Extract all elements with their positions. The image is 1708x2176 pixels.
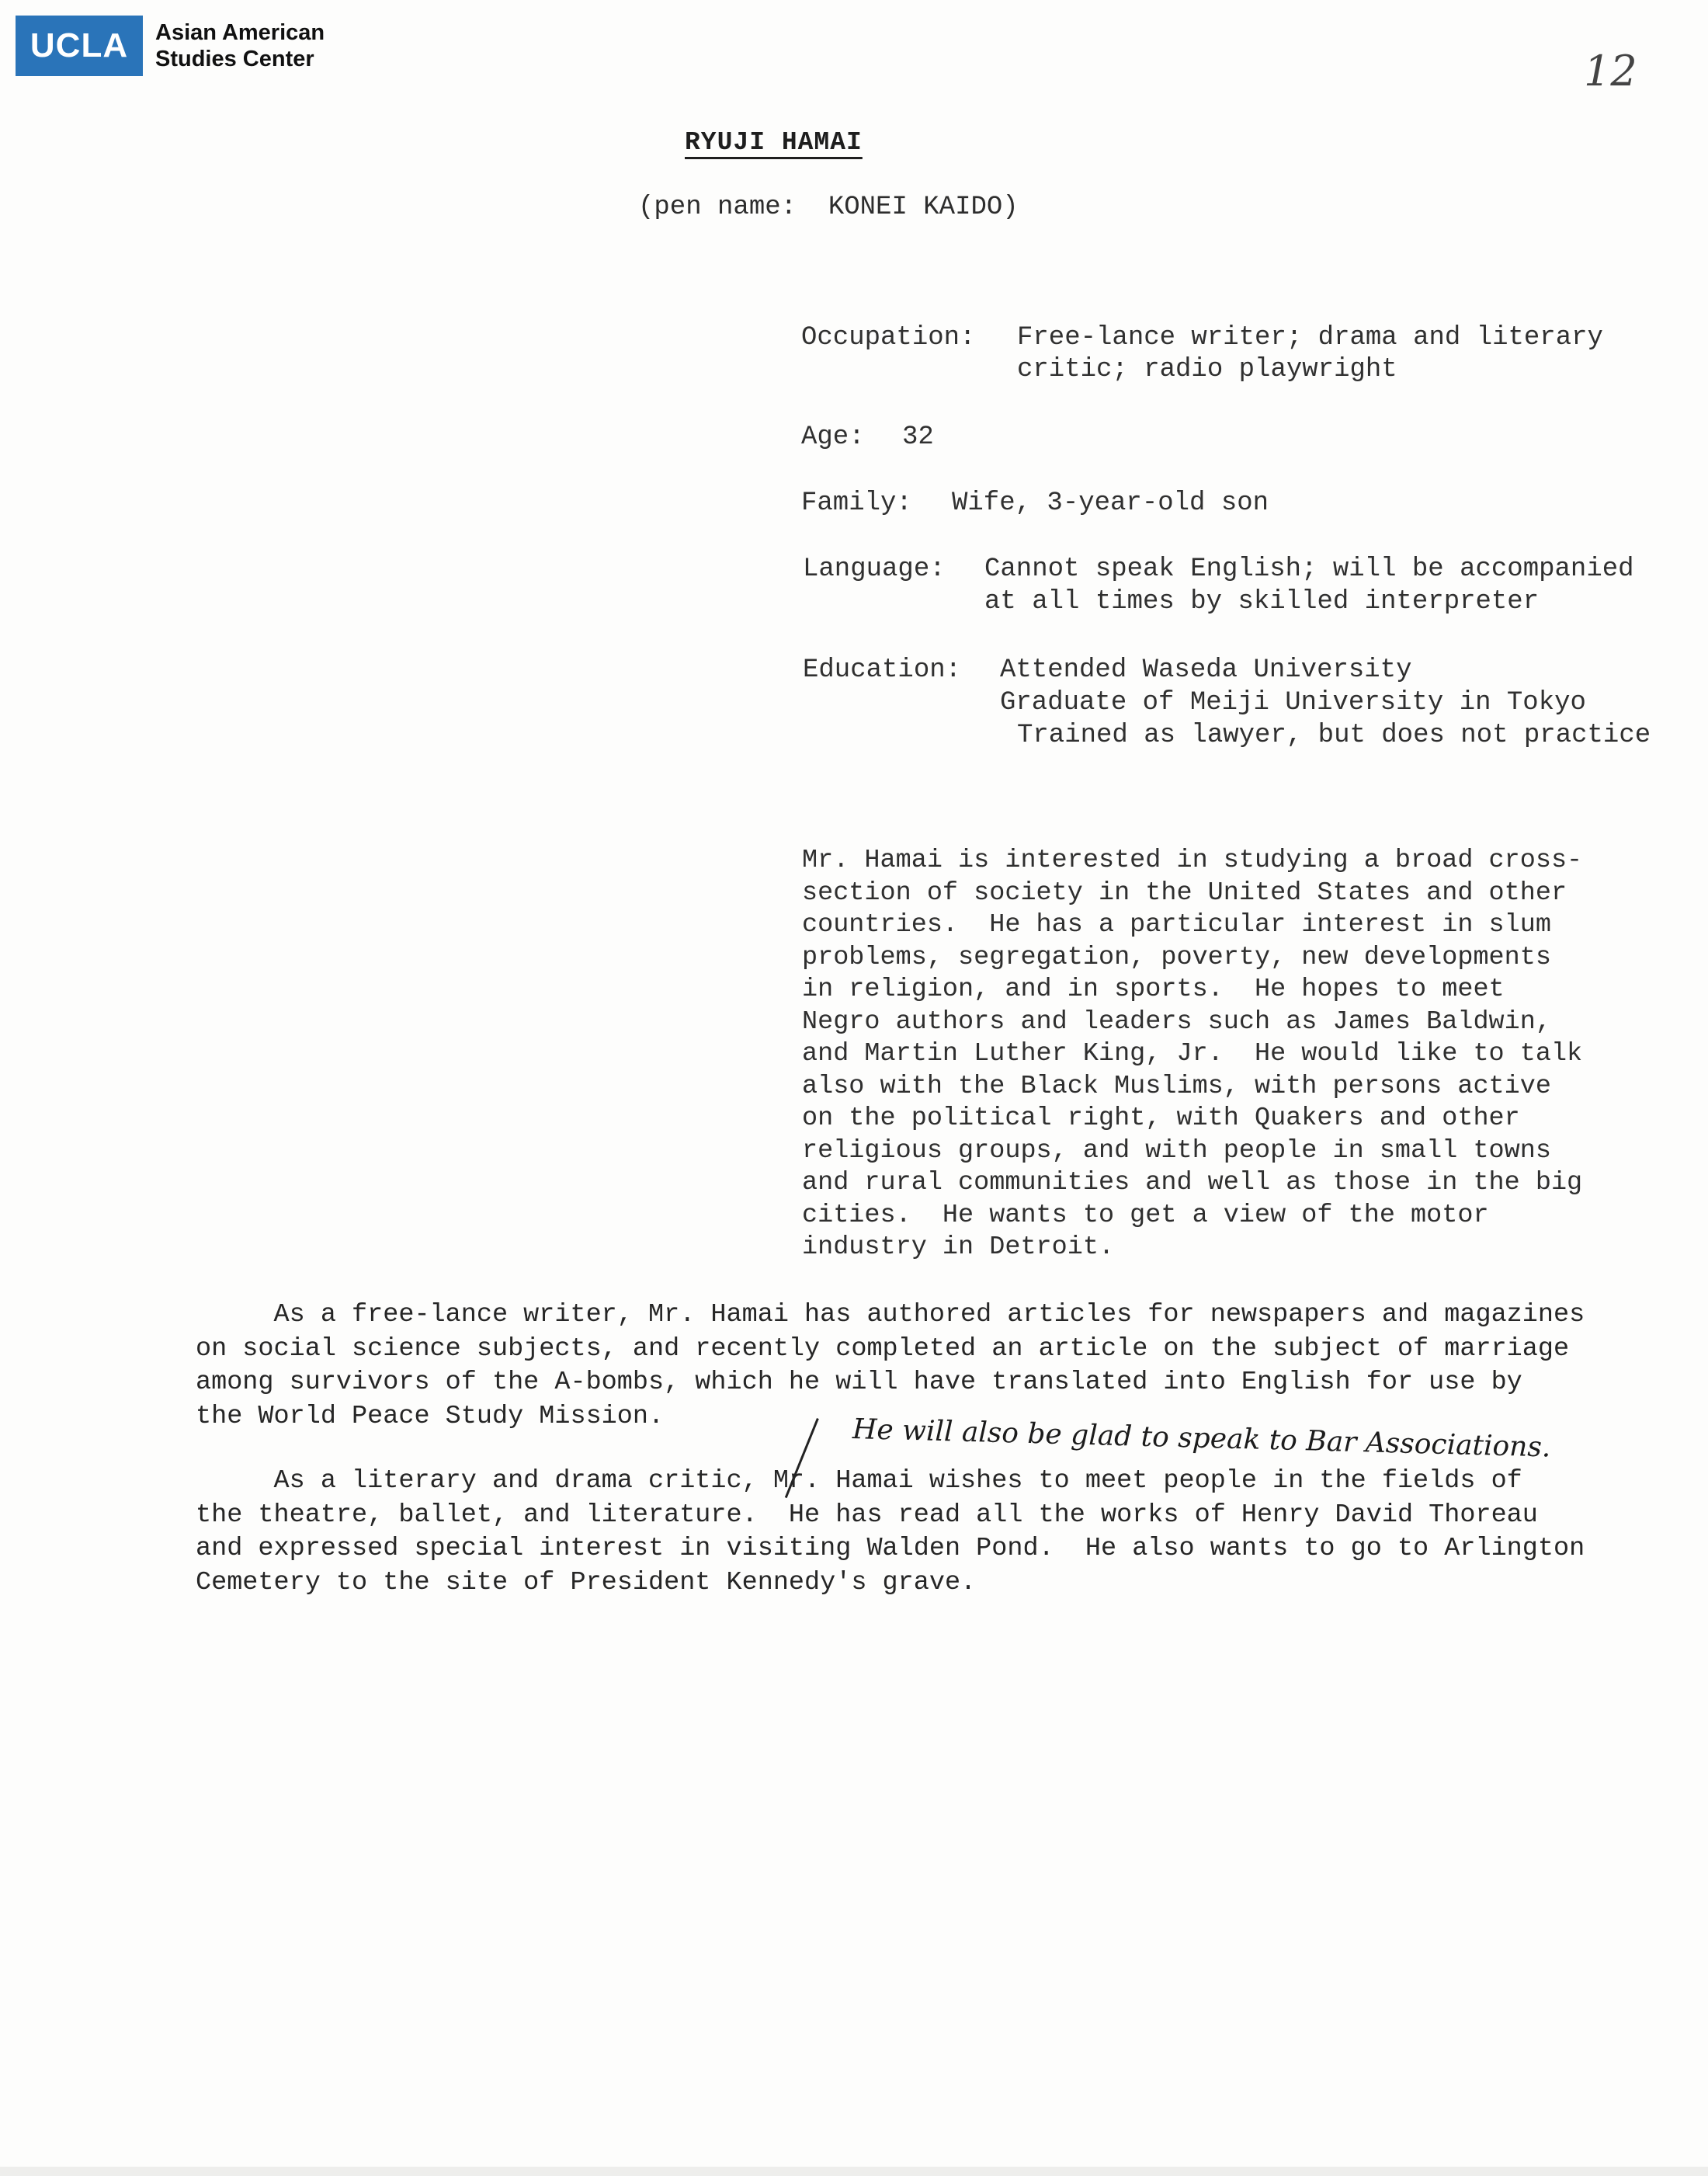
handwritten-page-number: 12: [1584, 47, 1637, 96]
occupation-value-line-2: critic; radio playwright: [1017, 355, 1397, 384]
age-value: 32: [902, 422, 934, 452]
paragraph-line: the World Peace Study Mission.: [196, 1401, 665, 1431]
document-title: RYUJI HAMAI: [685, 128, 863, 157]
pen-name-line: (pen name: KONEI KAIDO): [638, 193, 1019, 222]
paragraph-line: also with the Black Muslims, with persons active: [802, 1071, 1551, 1101]
ucla-logo-mark: UCLA: [16, 16, 143, 76]
language-value-line-1: Cannot speak English; will be accompanied: [984, 554, 1634, 584]
logo-line-1: Asian American: [155, 20, 325, 45]
writer-paragraph: [196, 1298, 1671, 1434]
interests-paragraph: [802, 845, 1640, 1264]
ucla-aasc-logo: [16, 16, 325, 76]
paragraph-line: Cemetery to the site of President Kennedy's grave.: [196, 1567, 977, 1597]
language-label: Language:: [803, 554, 946, 584]
family-value: Wife, 3-year-old son: [952, 488, 1269, 518]
paragraph-line: industry in Detroit.: [802, 1232, 1115, 1262]
paragraph-line: religious groups, and with people in small towns: [802, 1135, 1551, 1166]
paragraph-line: Negro authors and leaders such as James Baldwin,: [802, 1006, 1551, 1037]
paragraph-line: on social science subjects, and recently completed an article on the subject of marriage: [196, 1333, 1570, 1364]
occupation-value-line-1: Free-lance writer; drama and literary: [1017, 323, 1603, 353]
paragraph-line: problems, segregation, poverty, new developments: [802, 942, 1551, 972]
paragraph-line: countries. He has a particular interest in slum: [802, 910, 1551, 940]
education-value-line-2: Graduate of Meiji University in Tokyo: [1000, 688, 1586, 718]
occupation-label: Occupation:: [801, 323, 976, 353]
paragraph-line: on the political right, with Quakers and other: [802, 1104, 1520, 1133]
education-value-line-3: Trained as lawyer, but does not practice: [1017, 721, 1651, 750]
paragraph-line: As a free-lance writer, Mr. Hamai has authored articles for newspapers and magazines: [196, 1300, 1585, 1330]
language-value-line-2: at all times by skilled interpreter: [984, 587, 1540, 617]
paragraph-line: the theatre, ballet, and literature. He has read all the works of Henry David Thoreau: [196, 1500, 1538, 1530]
paragraph-line: among survivors of the A-bombs, which he will have translated into English for use by: [196, 1368, 1522, 1397]
paragraph-line: in religion, and in sports. He hopes to meet: [802, 975, 1505, 1004]
paragraph-line: and rural communities and well as those in the big: [802, 1168, 1583, 1197]
scan-bottom-edge: [0, 2167, 1708, 2176]
critic-paragraph: [196, 1465, 1671, 1600]
handwritten-note: He will also be glad to speak to Bar Associations.: [852, 1413, 1551, 1464]
education-value-line-1: Attended Waseda University: [1000, 655, 1412, 685]
logo-line-2: Studies Center: [155, 47, 314, 71]
family-label: Family:: [801, 488, 912, 518]
paragraph-line: section of society in the United States and other: [802, 878, 1567, 908]
paragraph-line: and Martin Luther King, Jr. He would like to talk: [802, 1039, 1583, 1069]
paragraph-line: As a literary and drama critic, Mr. Hamai wishes to meet people in the fields of: [196, 1466, 1522, 1496]
age-label: Age:: [801, 422, 865, 452]
logo-center-name: [155, 19, 325, 72]
paragraph-line: cities. He wants to get a view of the motor: [802, 1200, 1489, 1230]
paragraph-line: Mr. Hamai is interested in studying a broad cross-: [802, 846, 1583, 875]
paragraph-line: and expressed special interest in visiting Walden Pond. He also wants to go to Arlington: [196, 1534, 1585, 1563]
education-label: Education:: [803, 655, 962, 685]
